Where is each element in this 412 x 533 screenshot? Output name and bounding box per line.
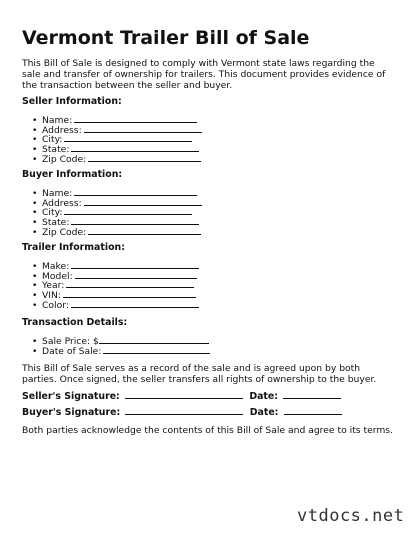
trailer-make-field[interactable]: • Make:	[32, 260, 199, 270]
sale-date-field[interactable]: • Date of Sale:	[32, 345, 210, 355]
seller-signature-label: Seller's Signature:	[22, 391, 120, 402]
seller-date-line[interactable]	[283, 389, 341, 399]
buyer-signature-row	[22, 405, 342, 419]
buyer-address-line[interactable]	[84, 197, 202, 206]
buyer-name-field[interactable]: • Name:	[32, 187, 202, 197]
trailer-color-line[interactable]	[71, 299, 199, 308]
buyer-state-field[interactable]: • State:	[32, 216, 202, 226]
acknowledgement-paragraph: Both parties acknowledge the contents of this Bill of Sale and agree to its terms.	[22, 425, 394, 436]
buyer-date-line[interactable]	[284, 405, 342, 415]
buyer-state-line[interactable]	[71, 216, 199, 225]
seller-state-line[interactable]	[71, 143, 199, 152]
sale-date-line[interactable]	[103, 345, 210, 354]
buyer-city-line[interactable]	[64, 206, 192, 215]
seller-name-line[interactable]	[74, 114, 197, 123]
seller-heading: Seller Information:	[22, 96, 122, 107]
buyer-city-field[interactable]: • City:	[32, 206, 202, 216]
watermark-text: vtdocs.net	[297, 506, 405, 526]
trailer-model-field[interactable]: • Model:	[32, 270, 199, 280]
trailer-vin-line[interactable]	[63, 289, 196, 298]
buyer-name-line[interactable]	[74, 187, 197, 196]
seller-city-field[interactable]: • City:	[32, 133, 202, 143]
buyer-zip-line[interactable]	[88, 226, 201, 235]
buyer-signature-label: Buyer's Signature:	[22, 407, 121, 418]
trailer-fields	[32, 260, 199, 311]
buyer-fields	[32, 187, 202, 238]
trailer-make-line[interactable]	[71, 260, 199, 269]
seller-signature-row	[22, 389, 341, 403]
seller-zip-line[interactable]	[88, 153, 201, 162]
buyer-heading: Buyer Information:	[22, 169, 123, 180]
seller-name-field[interactable]: • Name:	[32, 114, 202, 124]
transaction-heading: Transaction Details:	[22, 317, 128, 328]
seller-address-line[interactable]	[84, 124, 202, 133]
record-paragraph: This Bill of Sale serves as a record of the sale and is agreed upon by both parties. Once signed, the seller transfers all rights of ownership to the buyer.	[22, 363, 377, 385]
seller-address-field[interactable]: • Address:	[32, 124, 202, 134]
trailer-color-field[interactable]: • Color:	[32, 299, 199, 309]
trailer-year-field[interactable]: • Year:	[32, 279, 199, 289]
buyer-signature-line[interactable]	[125, 405, 243, 415]
seller-fields	[32, 114, 202, 165]
trailer-year-line[interactable]	[66, 279, 194, 288]
transaction-fields	[32, 335, 210, 357]
trailer-heading: Trailer Information:	[22, 242, 125, 253]
trailer-vin-field[interactable]: • VIN:	[32, 289, 199, 299]
seller-state-field[interactable]: • State:	[32, 143, 202, 153]
trailer-model-line[interactable]	[75, 270, 197, 279]
sale-price-field[interactable]: • Sale Price: $	[32, 335, 210, 345]
buyer-zip-field[interactable]: • Zip Code:	[32, 226, 202, 236]
intro-paragraph: This Bill of Sale is designed to comply with Vermont state laws regarding the sale and transfer of ownership for trailers. This document provides evidence of the transaction between the seller and buyer.	[22, 58, 386, 91]
buyer-address-field[interactable]: • Address:	[32, 197, 202, 207]
seller-zip-field[interactable]: • Zip Code:	[32, 153, 202, 163]
seller-signature-line[interactable]	[125, 389, 243, 399]
buyer-date-label: Date:	[249, 407, 279, 418]
seller-city-line[interactable]	[64, 133, 192, 142]
seller-date-label: Date:	[249, 391, 279, 402]
document-title: Vermont Trailer Bill of Sale	[22, 27, 310, 49]
sale-price-line[interactable]	[99, 335, 209, 344]
